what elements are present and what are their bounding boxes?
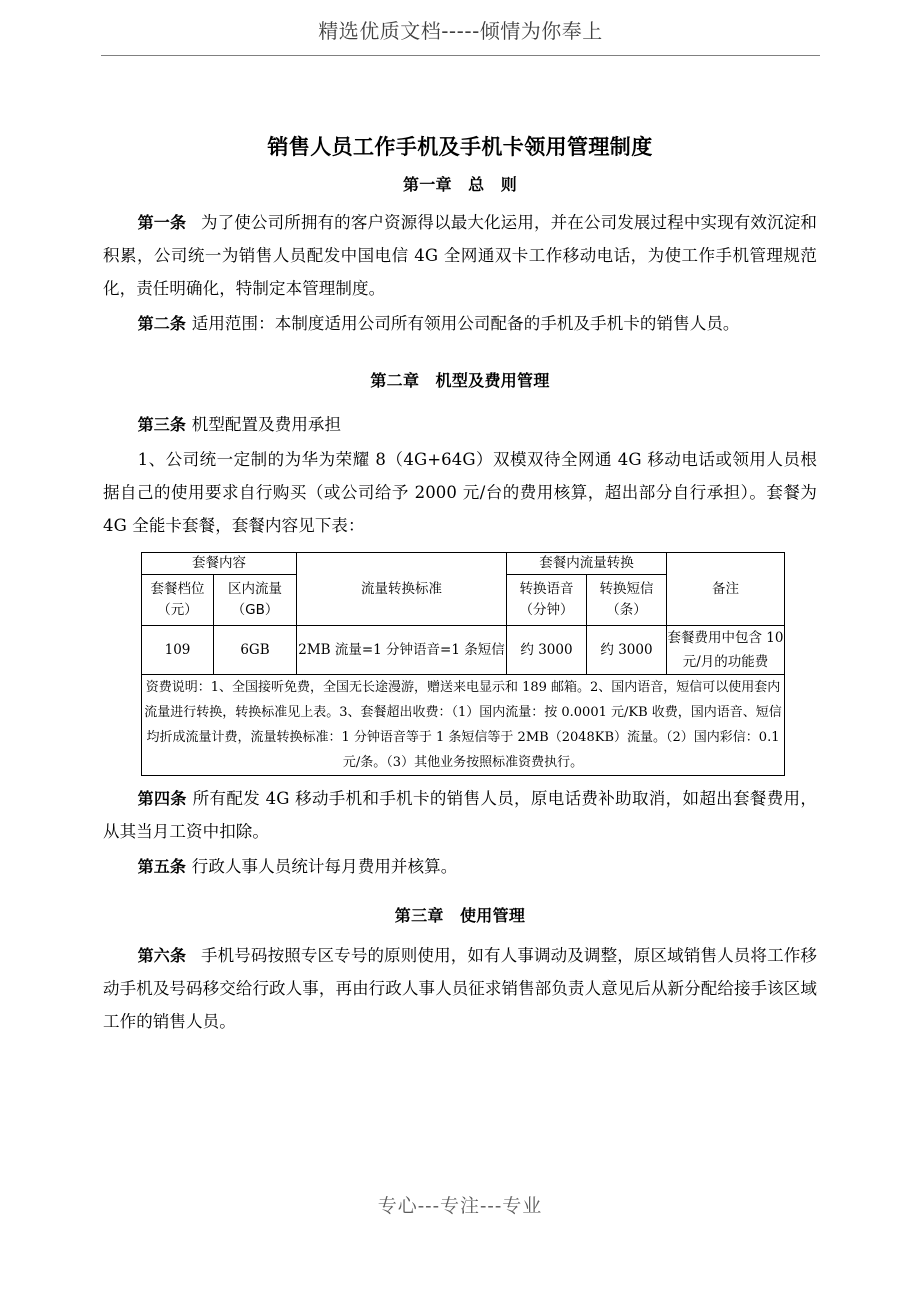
page-title: 销售人员工作手机及手机卡领用管理制度 <box>267 135 653 159</box>
article-6-paragraph <box>103 939 817 1038</box>
table-header-remark: 备注 <box>667 553 785 626</box>
table-subheader-voice-line2: （分钟） <box>519 602 574 618</box>
article-1-label: 第一条 <box>137 213 187 232</box>
article-3-item-1: 1、公司统一定制的为华为荣耀 8（4G+64G）双模双待全网通 4G 移动电话或领用人员根据自己的使用要求自行购买（或公司给予 2000 元/台的费用核算，超出部分自行承担）。套餐为 4G 全能卡套餐，套餐内容见下表： <box>103 450 817 535</box>
table-subheader-data-line1: 区内流量 <box>228 581 282 597</box>
package-plan-table <box>141 552 785 776</box>
chapter-heading-3: 第三章 使用管理 <box>394 906 526 925</box>
cell-data-value: 6GB <box>214 626 297 675</box>
cell-remark-value: 套餐费用中包含 10 元/月的功能费 <box>667 626 785 675</box>
article-5-label: 第五条 <box>137 857 186 876</box>
article-6-label: 第六条 <box>137 946 187 965</box>
table-header-package-content: 套餐内容 <box>142 553 297 575</box>
table-subheader-voice-line1: 转换语音 <box>519 581 574 597</box>
article-1-text: 为了使公司所拥有的客户资源得以最大化运用，并在公司发展过程中实现有效沉淀和积累，公司统一为销售人员配发中国电信 4G 全网通双卡工作移动电话，为使工作手机管理规范化，责任明确化，特制定本管理制度。 <box>103 213 817 298</box>
table-subheader-sms-line1: 转换短信 <box>599 581 654 597</box>
cell-conversion-standard-value: 2MB 流量=1 分钟语音=1 条短信 <box>297 626 507 675</box>
table-subheader-tier <box>142 575 214 626</box>
table-subheader-data-line2: （GB） <box>231 602 279 618</box>
article-2-text: 适用范围：本制度适用公司所有领用公司配备的手机及手机卡的销售人员。 <box>191 314 740 333</box>
table-header-row-1 <box>142 553 785 575</box>
table-footnote-row <box>142 675 785 776</box>
table-subheader-tier-line2: （元） <box>157 602 198 618</box>
document-body <box>103 130 817 1040</box>
article-4-label: 第四条 <box>137 789 187 808</box>
article-3-label: 第三条 <box>137 415 186 434</box>
article-4-paragraph <box>103 782 817 848</box>
table-subheader-tier-line1: 套餐档位 <box>150 581 205 597</box>
table-header-conversion-standard: 流量转换标准 <box>297 553 507 626</box>
page-footer: 专心---专注---专业 <box>377 1195 543 1217</box>
article-5-text: 行政人事人员统计每月费用并核算。 <box>191 857 458 876</box>
table-footnote: 资费说明：1、全国接听免费，全国无长途漫游，赠送来电显示和 189 邮箱。2、国内语音，短信可以使用套内流量进行转换，转换标准见上表。3、套餐超出收费：（1）国内流量：按 0.0001 元/KB 收费，国内语音、短信均折成流量计费，流量转换标准：1 分钟语音等于 1 条短信等于 2MB（2048KB）流量。（2）国内彩信：0.1 元/条。（3）其他业务按照标准资费执行。 <box>142 675 785 776</box>
table-subheader-data <box>214 575 297 626</box>
article-3-text: 机型配置及费用承担 <box>191 415 342 434</box>
article-1-paragraph <box>103 206 817 305</box>
table-subheader-sms-line2: （条） <box>606 602 647 618</box>
cell-voice-value: 约 3000 <box>507 626 587 675</box>
article-2-label: 第二条 <box>137 314 186 333</box>
table-row <box>142 626 785 675</box>
article-4-text: 所有配发 4G 移动手机和手机卡的销售人员，原电话费补助取消，如超出套餐费用，从其当月工资中扣除。 <box>103 789 817 841</box>
running-header: 精选优质文档-----倾情为你奉上 <box>318 19 603 43</box>
table-subheader-voice <box>507 575 587 626</box>
table-header-in-package-conversion: 套餐内流量转换 <box>507 553 667 575</box>
article-3-paragraph <box>103 408 817 441</box>
chapter-heading-2: 第二章 机型及费用管理 <box>370 371 550 390</box>
article-6-text: 手机号码按照专区专号的原则使用，如有人事调动及调整，原区域销售人员将工作移动手机及号码移交给行政人事，再由行政人事人员征求销售部负责人意见后从新分配给接手该区域工作的销售人员。 <box>103 946 817 1031</box>
header-divider <box>101 55 820 56</box>
chapter-heading-1: 第一章 总 则 <box>402 175 518 194</box>
article-5-paragraph <box>103 850 817 883</box>
table-subheader-sms <box>587 575 667 626</box>
article-2-paragraph <box>103 307 817 340</box>
cell-tier-value: 109 <box>142 626 214 675</box>
cell-sms-value: 约 3000 <box>587 626 667 675</box>
